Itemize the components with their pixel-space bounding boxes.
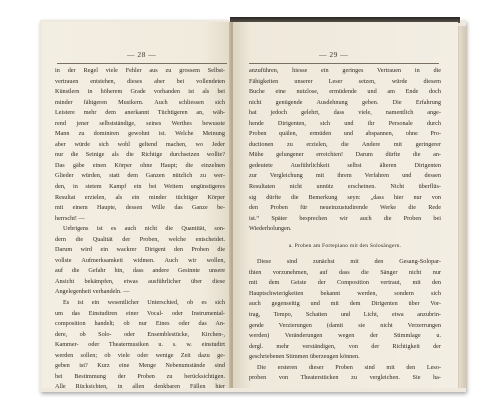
text-line: Fähigkeiten unserer Leser setzen, würde diesem (249, 77, 441, 85)
section-heading: a. Proben am Fortepiano mit den Solosängern. (288, 242, 402, 249)
text-line: minder fähigeren Musikern. Auch schliessen sich (55, 98, 225, 106)
text-line: aber würde sich wohl geltend machen, wo Jeder (55, 140, 225, 148)
right-page (233, 22, 458, 388)
right-page-number: — 29 — (319, 50, 349, 59)
text-line: bei Bestimmung der Proben zu berücksichtigen. (55, 372, 225, 380)
text-line: den, in stetem Kampf ein bei Weitem ungünstigeres (55, 183, 225, 191)
text-line: um das Einstudiren einer Vocal- oder Instrumental- (55, 309, 225, 317)
text-line: Diese sind zunächst mit den Gesang-Solopar- (257, 258, 441, 266)
text-line: Mühe gelungener erreichten! Darum dürfte die an- (249, 151, 441, 159)
text-line: hende Dirigenten, sich und ihr Personale durch (249, 119, 441, 127)
text-line: dere, ob Solo- oder Ensemblestücke, Kirchen-, (55, 330, 225, 338)
text-line: ductionen zu erzielen, die Andere mit geringerer (249, 140, 441, 148)
text-line: ist.“ Später besprechen wir auch die Proben bei (249, 214, 441, 222)
text-line: thien vorzunehmen, auf dass die Sänger nicht nur (249, 268, 441, 276)
text-line: geschriebenen Stimmen überzeugen können. (249, 353, 360, 361)
text-line: den Proben für neueinzustudirende Werke die Rede (249, 204, 441, 212)
text-line: trag, Tempo, Schatten und Licht, etwa anzubrin- (249, 311, 441, 319)
text-line: Künstlern in höherem Grade vorhanden ist als bei (55, 88, 225, 96)
text-line: vertrauen entstehen, dieses aber bei vollendeten (55, 77, 225, 85)
text-line: Buche eine nutzlose, ermüdende und am Ende doch (249, 88, 441, 96)
text-line: Die ersteren dieser Proben sind mit den Leso- (257, 363, 441, 371)
text-line: Kammer- oder Theatermusiken u. s. w. einstudirt (55, 341, 225, 349)
left-page (42, 22, 231, 391)
text-line: Hauptschwierigkeiten bekannt werden, sondern sich (249, 289, 441, 297)
text-line: Proben quälen, ermüden und abspannen, ohne Pro- (249, 130, 441, 138)
right-page-text (249, 66, 441, 384)
text-line: geben ist? Kurz eine Menge Nebenumstände sind (55, 362, 225, 370)
right-header-rule (249, 63, 439, 64)
text-line: zur Vergleichung mit ihrem Verfahren und dessen (249, 172, 441, 180)
left-page-number: — 28 — (127, 50, 157, 59)
text-line: mit einem Haupte, dessen Wille das Ganze be- (55, 204, 225, 212)
text-line: vollste Aufmerksamkeit widmen. Auch wir wollen, (55, 256, 225, 264)
text-line: nicht genügende Ausdehnung geben. Die Erfahrung (249, 98, 441, 106)
text-line: Alle Rücksichten, in allen denkbaren Fällen hier (55, 383, 225, 391)
text-line: Darum wird ein wackrer Dirigent den Proben die (55, 246, 225, 254)
text-line: anzuführen, hiesse ein geringes Vertrauen in die (249, 67, 441, 74)
text-line: Ansicht bekämpfen, etwas ausführlicher über diese (55, 277, 225, 285)
text-line: Leistere mehr dem anerkannt Tüchtigeren an, wäh- (55, 109, 225, 117)
text-line: hat jedoch gelehrt, dass viele, namentlich ange- (249, 109, 441, 117)
text-line: sig dürfte die Bemerkung seyn: „dass hier nur von (249, 193, 441, 201)
text-line: werden) Veränderungen wegen der Stimmlage u. (249, 332, 441, 340)
text-line: Resultaten nicht unnütz erscheinen. Nicht überflüs- (249, 183, 441, 191)
text-line: mit dem Geiste der Composition vertraut, mit den (249, 279, 441, 287)
text-line: Das gäbe einen Körper ohne Haupt; die einzelnen (55, 161, 225, 169)
text-line: Uebrigens ist es auch nicht die Quantität, son- (63, 225, 225, 233)
text-line: Angelegenheit verhandeln. — (55, 288, 130, 296)
text-line: Glieder würden, statt dem Ganzen nützlich zu wer- (55, 172, 225, 180)
text-line: in der Regel viele Fehler aus zu grossem Selbst- (55, 67, 225, 74)
text-line: proben von Theaterstücken zu vergleichen. Sie ha- (249, 374, 441, 382)
text-line: gedeutete Ausführlichkeit selbst älteren Dirigenten (249, 161, 441, 169)
text-line: auf die Gefahr hin, dass andere Gesinnte unsere (55, 267, 225, 275)
text-line: Resultat erzielen, als ein minder tüchtiger Körper (55, 193, 225, 201)
text-line: nur die Seinige als die Richtige durchsetzen wollte? (55, 151, 225, 159)
left-header-rule (57, 63, 227, 64)
text-line: herrscht! — (55, 214, 85, 222)
text-line: auch gegenseitig und mit dem Dirigenten über Vor- (249, 300, 441, 308)
text-line: dern die Qualität der Proben, welche entscheidet. (55, 235, 225, 243)
page-stack-edge (458, 26, 467, 388)
text-line: werden sollen; ob viele oder wenige Zeit dazu ge- (55, 351, 225, 359)
text-line: Es ist ein wesentlicher Unterschied, ob es sich (63, 299, 225, 307)
text-line: composition handelt; ob nur Eines oder das An- (55, 320, 225, 328)
text-line: Wiederholungen. (249, 225, 292, 233)
text-line: dergl. mehr verständigen, von der Richtigkeit der (249, 342, 441, 350)
text-line: rend jener selbstständige, seines Werthes bewusste (55, 119, 225, 127)
text-line: Mann zu dominiren gewohnt ist. Welche Meinung (55, 130, 225, 138)
text-line: gende Verzierungen (damit sie nicht Verzerrungen (249, 321, 441, 329)
left-page-text (55, 66, 225, 393)
